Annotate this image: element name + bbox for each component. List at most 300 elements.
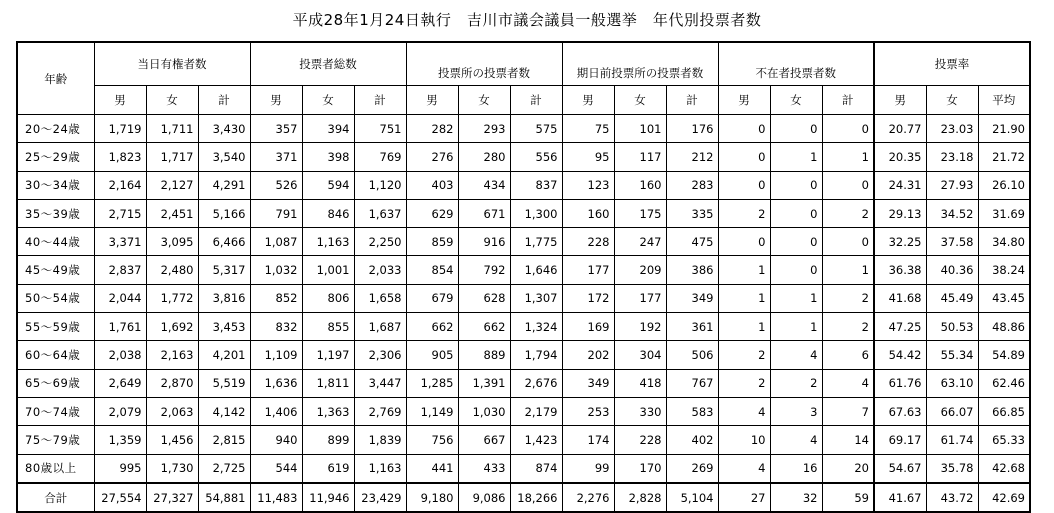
absentee-female-header: 女: [770, 86, 822, 115]
turnout-male-header: 男: [874, 86, 926, 115]
voters-female-cell: 394: [302, 115, 354, 143]
turnout-female-cell: 35.78: [926, 454, 978, 483]
eligible-female-cell: 1,692: [146, 313, 198, 341]
voters-male-cell: 371: [250, 143, 302, 171]
early-total-header: 計: [666, 86, 718, 115]
age-cell: 70～74歳: [17, 397, 94, 425]
early-male-cell: 202: [562, 341, 614, 369]
absentee-male-cell: 0: [718, 115, 770, 143]
voters-total-cell: 1,637: [354, 199, 406, 227]
eligible-total-cell: 4,291: [198, 171, 250, 199]
polling-female-cell: 792: [458, 256, 510, 284]
voters-female-cell: 594: [302, 171, 354, 199]
absentee-male-cell: 1: [718, 313, 770, 341]
absentee-total-cell: 6: [822, 341, 874, 369]
eligible-total-cell: 3,430: [198, 115, 250, 143]
absentee-header: 不在者投票者数: [718, 42, 874, 86]
voters-male-cell: 832: [250, 313, 302, 341]
polling-total-cell: 1,794: [510, 341, 562, 369]
early-voting-header: 期日前投票所の投票者数: [562, 42, 718, 86]
eligible-male-cell: 1,719: [94, 115, 146, 143]
voters-female-header: 女: [302, 86, 354, 115]
eligible-female-cell: 2,163: [146, 341, 198, 369]
polling-male-cell: 1,149: [406, 397, 458, 425]
turnout-female-cell: 66.07: [926, 397, 978, 425]
table-row: [17, 143, 1030, 171]
eligible-male-cell: 3,371: [94, 228, 146, 256]
eligible-female-cell: 2,870: [146, 369, 198, 397]
absentee-female-cell: 4: [770, 341, 822, 369]
eligible-male-cell: 995: [94, 454, 146, 483]
turnout-average-cell: 42.69: [978, 483, 1030, 512]
polling-total-cell: 1,423: [510, 426, 562, 454]
voters-female-cell: 1,811: [302, 369, 354, 397]
early-female-cell: 177: [614, 284, 666, 312]
eligible-female-cell: 1,772: [146, 284, 198, 312]
polling-male-cell: 679: [406, 284, 458, 312]
polling-female-cell: 1,030: [458, 397, 510, 425]
voters-female-cell: 11,946: [302, 483, 354, 512]
absentee-female-cell: 1: [770, 284, 822, 312]
turnout-female-cell: 45.49: [926, 284, 978, 312]
polling-female-cell: 433: [458, 454, 510, 483]
table-row: [17, 256, 1030, 284]
eligible-male-cell: 2,649: [94, 369, 146, 397]
eligible-total-cell: 5,317: [198, 256, 250, 284]
voters-male-cell: 1,032: [250, 256, 302, 284]
early-female-cell: 209: [614, 256, 666, 284]
turnout-table: [16, 41, 1031, 513]
polling-total-cell: 1,646: [510, 256, 562, 284]
polling-total-cell: 575: [510, 115, 562, 143]
voters-total-cell: 3,447: [354, 369, 406, 397]
absentee-total-header: 計: [822, 86, 874, 115]
voters-female-cell: 806: [302, 284, 354, 312]
absentee-total-cell: 59: [822, 483, 874, 512]
turnout-male-cell: 67.63: [874, 397, 926, 425]
polling-total-cell: 556: [510, 143, 562, 171]
early-male-cell: 349: [562, 369, 614, 397]
absentee-male-cell: 0: [718, 228, 770, 256]
absentee-male-cell: 2: [718, 199, 770, 227]
turnout-average-cell: 62.46: [978, 369, 1030, 397]
age-cell: 45～49歳: [17, 256, 94, 284]
absentee-female-cell: 0: [770, 171, 822, 199]
absentee-male-cell: 2: [718, 369, 770, 397]
age-cell: 20～24歳: [17, 115, 94, 143]
voters-female-cell: 1,363: [302, 397, 354, 425]
voters-total-cell: 1,120: [354, 171, 406, 199]
voters-female-cell: 846: [302, 199, 354, 227]
early-total-cell: 283: [666, 171, 718, 199]
early-male-cell: 95: [562, 143, 614, 171]
table-row: [17, 454, 1030, 483]
absentee-total-cell: 1: [822, 256, 874, 284]
voters-male-cell: 940: [250, 426, 302, 454]
early-female-cell: 175: [614, 199, 666, 227]
turnout-average-cell: 42.68: [978, 454, 1030, 483]
early-male-header: 男: [562, 86, 614, 115]
eligible-female-cell: 2,063: [146, 397, 198, 425]
turnout-average-cell: 31.69: [978, 199, 1030, 227]
early-total-cell: 506: [666, 341, 718, 369]
eligible-male-cell: 2,164: [94, 171, 146, 199]
early-female-cell: 160: [614, 171, 666, 199]
eligible-total-cell: 4,142: [198, 397, 250, 425]
turnout-female-cell: 40.36: [926, 256, 978, 284]
voters-total-cell: 1,163: [354, 454, 406, 483]
early-female-cell: 101: [614, 115, 666, 143]
absentee-female-cell: 0: [770, 199, 822, 227]
age-header: 年齢: [17, 42, 94, 115]
early-male-cell: 169: [562, 313, 614, 341]
polling-male-cell: 276: [406, 143, 458, 171]
polling-male-cell: 9,180: [406, 483, 458, 512]
eligible-male-cell: 1,823: [94, 143, 146, 171]
polling-male-header: 男: [406, 86, 458, 115]
early-male-cell: 123: [562, 171, 614, 199]
turnout-male-cell: 20.77: [874, 115, 926, 143]
voters-male-cell: 1,087: [250, 228, 302, 256]
voters-male-cell: 791: [250, 199, 302, 227]
early-total-cell: 335: [666, 199, 718, 227]
age-cell: 80歳以上: [17, 454, 94, 483]
eligible-female-cell: 1,717: [146, 143, 198, 171]
turnout-average-header: 平均: [978, 86, 1030, 115]
absentee-total-cell: 2: [822, 199, 874, 227]
voters-total-sub-header: 計: [354, 86, 406, 115]
table-row: [17, 199, 1030, 227]
eligible-male-cell: 2,715: [94, 199, 146, 227]
absentee-female-cell: 0: [770, 115, 822, 143]
absentee-female-cell: 0: [770, 228, 822, 256]
turnout-female-cell: 50.53: [926, 313, 978, 341]
eligible-total-cell: 3,453: [198, 313, 250, 341]
turnout-male-cell: 24.31: [874, 171, 926, 199]
voters-male-cell: 852: [250, 284, 302, 312]
turnout-average-cell: 66.85: [978, 397, 1030, 425]
polling-male-cell: 629: [406, 199, 458, 227]
absentee-male-cell: 10: [718, 426, 770, 454]
voters-female-cell: 855: [302, 313, 354, 341]
voters-total-header: 投票者総数: [250, 42, 406, 86]
age-cell: 50～54歳: [17, 284, 94, 312]
voters-female-cell: 1,001: [302, 256, 354, 284]
voters-male-cell: 544: [250, 454, 302, 483]
polling-female-cell: 671: [458, 199, 510, 227]
table-body: [17, 115, 1030, 513]
early-total-cell: 583: [666, 397, 718, 425]
voters-total-cell: 769: [354, 143, 406, 171]
absentee-female-cell: 2: [770, 369, 822, 397]
early-male-cell: 160: [562, 199, 614, 227]
turnout-male-cell: 69.17: [874, 426, 926, 454]
age-cell: 55～59歳: [17, 313, 94, 341]
table-row: [17, 397, 1030, 425]
turnout-female-cell: 55.34: [926, 341, 978, 369]
turnout-female-cell: 61.74: [926, 426, 978, 454]
turnout-male-cell: 61.76: [874, 369, 926, 397]
table-row: [17, 228, 1030, 256]
eligible-total-cell: 3,816: [198, 284, 250, 312]
polling-total-cell: 874: [510, 454, 562, 483]
eligible-female-cell: 1,711: [146, 115, 198, 143]
early-female-cell: 117: [614, 143, 666, 171]
polling-total-cell: 18,266: [510, 483, 562, 512]
total-row: [17, 483, 1030, 512]
early-male-cell: 99: [562, 454, 614, 483]
early-male-cell: 172: [562, 284, 614, 312]
polling-total-cell: 1,775: [510, 228, 562, 256]
eligible-female-header: 女: [146, 86, 198, 115]
polling-female-cell: 9,086: [458, 483, 510, 512]
voters-total-cell: 2,306: [354, 341, 406, 369]
voters-total-cell: 2,250: [354, 228, 406, 256]
early-total-cell: 349: [666, 284, 718, 312]
voters-total-cell: 2,033: [354, 256, 406, 284]
turnout-male-cell: 47.25: [874, 313, 926, 341]
early-total-cell: 767: [666, 369, 718, 397]
absentee-total-cell: 14: [822, 426, 874, 454]
polling-male-cell: 282: [406, 115, 458, 143]
polling-female-cell: 1,391: [458, 369, 510, 397]
voters-total-cell: 2,769: [354, 397, 406, 425]
age-cell: 30～34歳: [17, 171, 94, 199]
eligible-female-cell: 3,095: [146, 228, 198, 256]
eligible-female-cell: 2,451: [146, 199, 198, 227]
table-row: [17, 426, 1030, 454]
table-row: [17, 313, 1030, 341]
polling-male-cell: 441: [406, 454, 458, 483]
voters-female-cell: 619: [302, 454, 354, 483]
early-female-cell: 192: [614, 313, 666, 341]
turnout-average-cell: 38.24: [978, 256, 1030, 284]
turnout-average-cell: 54.89: [978, 341, 1030, 369]
turnout-male-cell: 41.68: [874, 284, 926, 312]
turnout-average-cell: 21.90: [978, 115, 1030, 143]
absentee-male-cell: 1: [718, 284, 770, 312]
turnout-male-cell: 29.13: [874, 199, 926, 227]
turnout-average-cell: 26.10: [978, 171, 1030, 199]
early-total-cell: 361: [666, 313, 718, 341]
eligible-male-cell: 1,359: [94, 426, 146, 454]
absentee-male-cell: 2: [718, 341, 770, 369]
early-female-cell: 247: [614, 228, 666, 256]
age-cell: 75～79歳: [17, 426, 94, 454]
polling-male-cell: 756: [406, 426, 458, 454]
early-female-cell: 418: [614, 369, 666, 397]
polling-female-cell: 662: [458, 313, 510, 341]
eligible-total-header: 計: [198, 86, 250, 115]
turnout-male-cell: 32.25: [874, 228, 926, 256]
table-row: [17, 284, 1030, 312]
turnout-male-cell: 54.67: [874, 454, 926, 483]
polling-male-cell: 1,285: [406, 369, 458, 397]
voters-male-cell: 526: [250, 171, 302, 199]
absentee-female-cell: 1: [770, 143, 822, 171]
absentee-total-cell: 1: [822, 143, 874, 171]
absentee-female-cell: 16: [770, 454, 822, 483]
absentee-male-cell: 4: [718, 454, 770, 483]
eligible-header: 当日有権者数: [94, 42, 250, 86]
eligible-male-cell: 2,079: [94, 397, 146, 425]
turnout-average-cell: 43.45: [978, 284, 1030, 312]
eligible-total-cell: 3,540: [198, 143, 250, 171]
absentee-male-cell: 0: [718, 143, 770, 171]
eligible-female-cell: 27,327: [146, 483, 198, 512]
voters-total-cell: 1,839: [354, 426, 406, 454]
polling-female-cell: 628: [458, 284, 510, 312]
eligible-male-cell: 1,761: [94, 313, 146, 341]
eligible-total-cell: 2,725: [198, 454, 250, 483]
early-total-cell: 269: [666, 454, 718, 483]
polling-female-cell: 293: [458, 115, 510, 143]
turnout-male-cell: 20.35: [874, 143, 926, 171]
turnout-female-cell: 34.52: [926, 199, 978, 227]
eligible-total-cell: 4,201: [198, 341, 250, 369]
absentee-total-cell: 0: [822, 115, 874, 143]
age-cell: 合計: [17, 483, 94, 512]
early-female-header: 女: [614, 86, 666, 115]
absentee-male-cell: 27: [718, 483, 770, 512]
absentee-male-header: 男: [718, 86, 770, 115]
voters-female-cell: 1,197: [302, 341, 354, 369]
polling-male-cell: 854: [406, 256, 458, 284]
eligible-male-header: 男: [94, 86, 146, 115]
early-total-cell: 176: [666, 115, 718, 143]
voters-total-cell: 1,687: [354, 313, 406, 341]
voters-female-cell: 899: [302, 426, 354, 454]
eligible-male-cell: 2,044: [94, 284, 146, 312]
eligible-total-cell: 2,815: [198, 426, 250, 454]
voters-male-cell: 1,636: [250, 369, 302, 397]
eligible-male-cell: 27,554: [94, 483, 146, 512]
eligible-female-cell: 2,127: [146, 171, 198, 199]
age-cell: 25～29歳: [17, 143, 94, 171]
absentee-total-cell: 20: [822, 454, 874, 483]
absentee-male-cell: 0: [718, 171, 770, 199]
polling-total-cell: 2,676: [510, 369, 562, 397]
polling-total-cell: 837: [510, 171, 562, 199]
turnout-average-cell: 34.80: [978, 228, 1030, 256]
early-total-cell: 386: [666, 256, 718, 284]
table-row: [17, 341, 1030, 369]
eligible-total-cell: 54,881: [198, 483, 250, 512]
polling-male-cell: 403: [406, 171, 458, 199]
polling-station-header: 投票所の投票者数: [406, 42, 562, 86]
eligible-female-cell: 2,480: [146, 256, 198, 284]
voters-male-cell: 11,483: [250, 483, 302, 512]
turnout-average-cell: 21.72: [978, 143, 1030, 171]
page-title: 平成28年1月24日執行 吉川市議会議員一般選挙 年代別投票者数: [292, 11, 762, 29]
voters-total-cell: 1,658: [354, 284, 406, 312]
absentee-female-cell: 1: [770, 313, 822, 341]
absentee-female-cell: 0: [770, 256, 822, 284]
turnout-male-cell: 41.67: [874, 483, 926, 512]
polling-male-cell: 859: [406, 228, 458, 256]
eligible-female-cell: 1,456: [146, 426, 198, 454]
turnout-average-cell: 48.86: [978, 313, 1030, 341]
polling-total-cell: 1,307: [510, 284, 562, 312]
age-cell: 40～44歳: [17, 228, 94, 256]
table-row: [17, 171, 1030, 199]
voters-male-cell: 1,109: [250, 341, 302, 369]
absentee-female-cell: 32: [770, 483, 822, 512]
voters-female-cell: 1,163: [302, 228, 354, 256]
early-male-cell: 174: [562, 426, 614, 454]
turnout-female-cell: 43.72: [926, 483, 978, 512]
eligible-total-cell: 5,166: [198, 199, 250, 227]
absentee-total-cell: 0: [822, 228, 874, 256]
absentee-female-cell: 3: [770, 397, 822, 425]
early-total-cell: 402: [666, 426, 718, 454]
early-male-cell: 228: [562, 228, 614, 256]
absentee-female-cell: 4: [770, 426, 822, 454]
voters-male-cell: 1,406: [250, 397, 302, 425]
polling-female-cell: 667: [458, 426, 510, 454]
turnout-female-cell: 37.58: [926, 228, 978, 256]
table-header: [17, 42, 1030, 115]
polling-male-cell: 662: [406, 313, 458, 341]
table-row: [17, 115, 1030, 143]
eligible-male-cell: 2,038: [94, 341, 146, 369]
turnout-header: 投票率: [874, 42, 1030, 86]
turnout-female-cell: 23.03: [926, 115, 978, 143]
early-total-cell: 475: [666, 228, 718, 256]
early-male-cell: 75: [562, 115, 614, 143]
voters-total-cell: 751: [354, 115, 406, 143]
polling-female-cell: 434: [458, 171, 510, 199]
absentee-male-cell: 4: [718, 397, 770, 425]
early-male-cell: 2,276: [562, 483, 614, 512]
voters-male-header: 男: [250, 86, 302, 115]
polling-female-cell: 280: [458, 143, 510, 171]
age-cell: 65～69歳: [17, 369, 94, 397]
voters-female-cell: 398: [302, 143, 354, 171]
polling-female-cell: 916: [458, 228, 510, 256]
early-female-cell: 228: [614, 426, 666, 454]
early-total-cell: 212: [666, 143, 718, 171]
eligible-total-cell: 5,519: [198, 369, 250, 397]
age-cell: 60～64歳: [17, 341, 94, 369]
turnout-female-cell: 63.10: [926, 369, 978, 397]
eligible-total-cell: 6,466: [198, 228, 250, 256]
polling-female-cell: 889: [458, 341, 510, 369]
absentee-total-cell: 4: [822, 369, 874, 397]
turnout-female-header: 女: [926, 86, 978, 115]
polling-male-cell: 905: [406, 341, 458, 369]
voters-male-cell: 357: [250, 115, 302, 143]
early-female-cell: 2,828: [614, 483, 666, 512]
eligible-male-cell: 2,837: [94, 256, 146, 284]
turnout-female-cell: 23.18: [926, 143, 978, 171]
voters-total-cell: 23,429: [354, 483, 406, 512]
table-row: [17, 369, 1030, 397]
polling-total-cell: 1,300: [510, 199, 562, 227]
early-total-cell: 5,104: [666, 483, 718, 512]
early-female-cell: 304: [614, 341, 666, 369]
absentee-total-cell: 2: [822, 284, 874, 312]
polling-female-header: 女: [458, 86, 510, 115]
early-male-cell: 177: [562, 256, 614, 284]
absentee-total-cell: 7: [822, 397, 874, 425]
turnout-average-cell: 65.33: [978, 426, 1030, 454]
turnout-female-cell: 27.93: [926, 171, 978, 199]
early-male-cell: 253: [562, 397, 614, 425]
turnout-male-cell: 36.38: [874, 256, 926, 284]
turnout-male-cell: 54.42: [874, 341, 926, 369]
absentee-male-cell: 1: [718, 256, 770, 284]
